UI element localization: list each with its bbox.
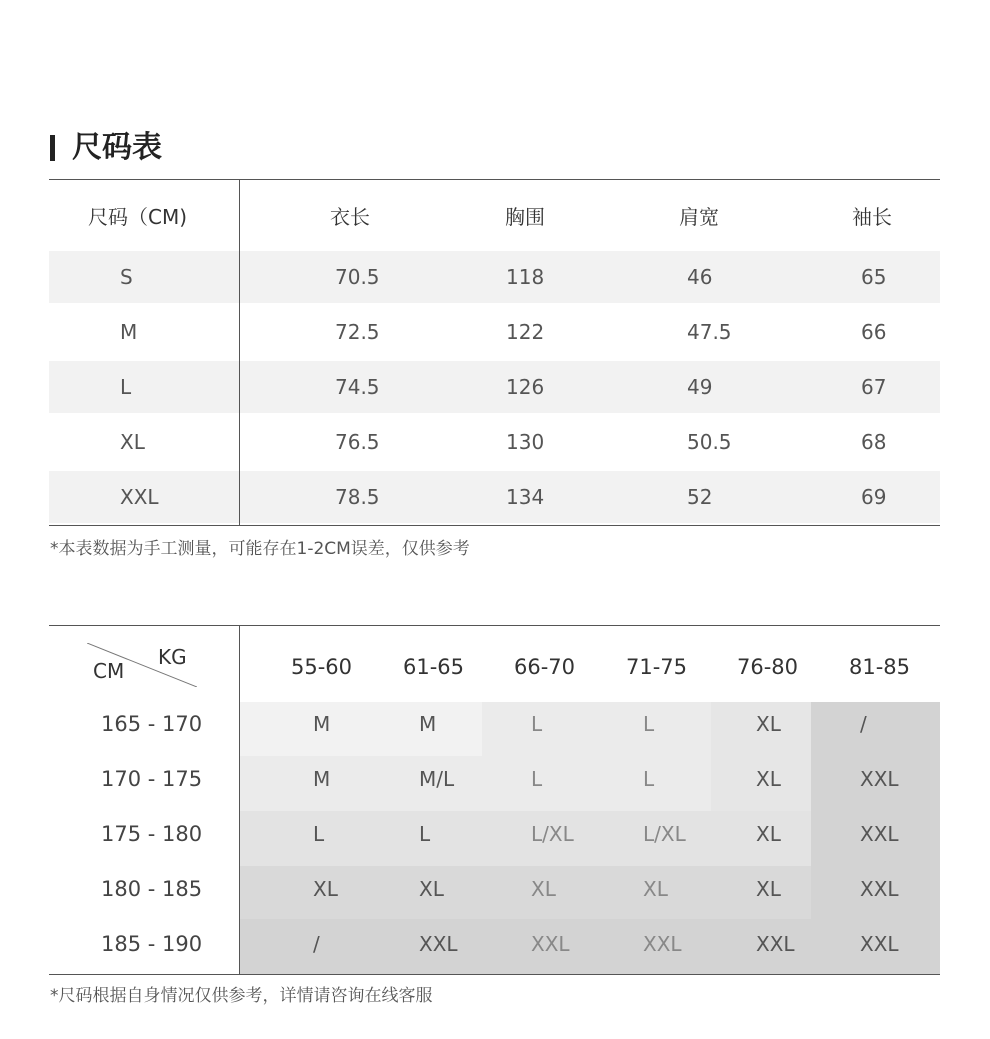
shoulder-cell: 47.5 bbox=[687, 320, 732, 344]
fit-cell: / bbox=[313, 932, 320, 956]
fit-cell: XL bbox=[531, 877, 556, 901]
sleeve-cell: 69 bbox=[861, 485, 887, 509]
fit-cell: XXL bbox=[860, 822, 899, 846]
fit-cell: L bbox=[531, 712, 543, 736]
weight-header: 71-75 bbox=[626, 655, 688, 679]
header-size: 尺码（CM) bbox=[88, 205, 188, 229]
weight-header: 81-85 bbox=[849, 655, 911, 679]
size-table-note: *本表数据为手工测量，可能存在1-2CM误差，仅供参考 bbox=[50, 539, 470, 559]
fit-cell: XL bbox=[756, 712, 781, 736]
fit-cell: L bbox=[531, 767, 543, 791]
chest-cell: 130 bbox=[506, 430, 545, 454]
fit-cell: L/XL bbox=[643, 822, 686, 846]
weight-header: 76-80 bbox=[737, 655, 799, 679]
fit-cell: XXL bbox=[860, 932, 899, 956]
fit-cell: L bbox=[419, 822, 431, 846]
column-divider bbox=[239, 180, 240, 525]
chest-cell: 126 bbox=[506, 375, 545, 399]
fit-cell: M bbox=[313, 712, 331, 736]
row-band bbox=[49, 361, 940, 413]
size-cell: M bbox=[120, 320, 138, 344]
length-cell: 70.5 bbox=[335, 265, 380, 289]
fit-shade bbox=[239, 702, 482, 756]
fit-cell: M bbox=[419, 712, 437, 736]
fit-cell: M/L bbox=[419, 767, 455, 791]
sleeve-cell: 65 bbox=[861, 265, 887, 289]
fit-shade bbox=[482, 702, 711, 756]
column-divider bbox=[239, 626, 240, 974]
corner-height-label: CM bbox=[93, 659, 125, 683]
fit-cell: XL bbox=[313, 877, 338, 901]
height-label: 185 - 190 bbox=[101, 932, 203, 956]
weight-header: 55-60 bbox=[291, 655, 353, 679]
fit-cell: XXL bbox=[860, 877, 899, 901]
fit-cell: XL bbox=[756, 822, 781, 846]
shoulder-cell: 49 bbox=[687, 375, 713, 399]
fit-cell: XL bbox=[419, 877, 444, 901]
shoulder-cell: 52 bbox=[687, 485, 713, 509]
fit-shade bbox=[239, 756, 711, 811]
fit-shade bbox=[239, 811, 811, 866]
height-label: 170 - 175 bbox=[101, 767, 203, 791]
height-label: 175 - 180 bbox=[101, 822, 203, 846]
weight-header: 66-70 bbox=[514, 655, 576, 679]
height-label: 180 - 185 bbox=[101, 877, 203, 901]
fit-cell: XXL bbox=[860, 767, 899, 791]
page-title: 尺码表 bbox=[72, 130, 162, 165]
shoulder-cell: 50.5 bbox=[687, 430, 732, 454]
title-accent-bar bbox=[50, 135, 55, 161]
fit-cell: L bbox=[643, 767, 655, 791]
length-cell: 72.5 bbox=[335, 320, 380, 344]
shoulder-cell: 46 bbox=[687, 265, 713, 289]
fit-cell: XXL bbox=[756, 932, 795, 956]
size-cell: XXL bbox=[120, 485, 159, 509]
size-cell: XL bbox=[120, 430, 145, 454]
row-band bbox=[49, 251, 940, 303]
header-length: 衣长 bbox=[330, 205, 370, 229]
sleeve-cell: 67 bbox=[861, 375, 887, 399]
corner-weight-label: KG bbox=[158, 645, 187, 669]
header-shoulder: 肩宽 bbox=[679, 205, 719, 229]
row-band bbox=[49, 471, 940, 523]
fit-cell: / bbox=[860, 712, 867, 736]
size-table bbox=[49, 179, 940, 526]
chest-cell: 118 bbox=[506, 265, 545, 289]
fit-cell: XL bbox=[756, 877, 781, 901]
fit-cell: XXL bbox=[531, 932, 570, 956]
fit-table bbox=[49, 625, 940, 975]
chest-cell: 122 bbox=[506, 320, 545, 344]
length-cell: 78.5 bbox=[335, 485, 380, 509]
height-label: 165 - 170 bbox=[101, 712, 203, 736]
chest-cell: 134 bbox=[506, 485, 545, 509]
fit-table-note: *尺码根据自身情况仅供参考，详情请咨询在线客服 bbox=[50, 986, 433, 1006]
fit-cell: L/XL bbox=[531, 822, 574, 846]
fit-cell: M bbox=[313, 767, 331, 791]
size-cell: S bbox=[120, 265, 133, 289]
fit-cell: XXL bbox=[643, 932, 682, 956]
length-cell: 74.5 bbox=[335, 375, 380, 399]
fit-cell: L bbox=[313, 822, 325, 846]
fit-cell: XL bbox=[756, 767, 781, 791]
header-sleeve: 袖长 bbox=[852, 205, 892, 229]
fit-cell: L bbox=[643, 712, 655, 736]
sleeve-cell: 66 bbox=[861, 320, 887, 344]
fit-shade bbox=[239, 919, 811, 974]
weight-header: 61-65 bbox=[403, 655, 465, 679]
size-cell: L bbox=[120, 375, 132, 399]
fit-cell: XL bbox=[643, 877, 668, 901]
fit-cell: XXL bbox=[419, 932, 458, 956]
header-chest: 胸围 bbox=[505, 205, 545, 229]
sleeve-cell: 68 bbox=[861, 430, 887, 454]
length-cell: 76.5 bbox=[335, 430, 380, 454]
